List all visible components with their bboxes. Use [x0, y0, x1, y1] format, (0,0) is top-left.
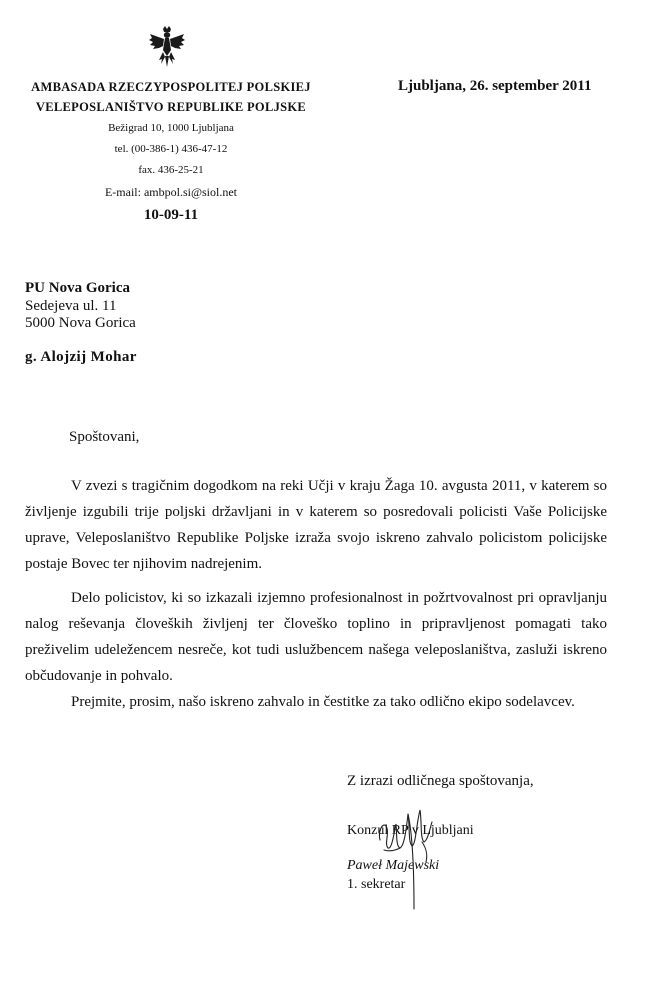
embassy-fax: fax. 436-25-21: [138, 164, 204, 176]
body-paragraph: Prejmite, prosim, našo iskreno zahvalo in čestitke za tako odlično ekipo sodelavcev.: [71, 694, 575, 710]
recipient-street: Sedejeva ul. 11: [25, 298, 117, 314]
embassy-address: Bežigrad 10, 1000 Ljubljana: [108, 122, 234, 134]
signer-title: Konzul RP v Ljubljani: [347, 823, 474, 838]
recipient-organization: PU Nova Gorica: [25, 280, 130, 296]
handwritten-signature-icon: [370, 792, 450, 910]
letter-date: Ljubljana, 26. september 2011: [398, 78, 592, 94]
recipient-city: 5000 Nova Gorica: [25, 315, 136, 331]
signer-name: Paweł Majewski: [347, 858, 440, 873]
recipient-person: g. Alojzij Mohar: [25, 349, 137, 365]
embassy-name-slovene: VELEPOSLANIŠTVO REPUBLIKE POLJSKE: [35, 100, 307, 114]
body-paragraph: Delo policistov, ki so izkazali izjemno profesionalnost in požrtvovalnost pri opravljanju nalog reševanja človeških življenj ter človeško toplino in pripravljenost pomagati tako preživelim udeležencem nesreče, kot tudi uslužbencem našega veleposlaništva, zasluži iskreno občudovanje in pohvalo.: [25, 590, 607, 684]
embassy-email: E-mail: ambpol.si@siol.net: [104, 185, 238, 199]
polish-eagle-emblem-icon: [148, 26, 186, 68]
reference-number: 10-09-11: [143, 207, 199, 223]
body-paragraph: V zvezi s tragičnim dogodkom na reki Učji v kraju Žaga 10. avgusta 2011, v katerem so življenje izgubili trije poljski državljani in v katerem so posredovali policisti Vaše Policijske uprave, Veleposlaništvo Republike Poljske izraža svojo iskreno zahvalo policistom policijske postaje Bovec ter njihovim nadrejenim.: [25, 478, 607, 572]
embassy-phone: tel. (00-386-1) 436-47-12: [114, 143, 228, 155]
closing-regards: Z izrazi odličnega spoštovanja,: [347, 773, 534, 789]
embassy-name-polish: AMBASADA RZECZYPOSPOLITEJ POLSKIEJ: [31, 80, 311, 94]
salutation: Spoštovani,: [69, 429, 140, 445]
signer-position: 1. sekretar: [347, 877, 406, 892]
